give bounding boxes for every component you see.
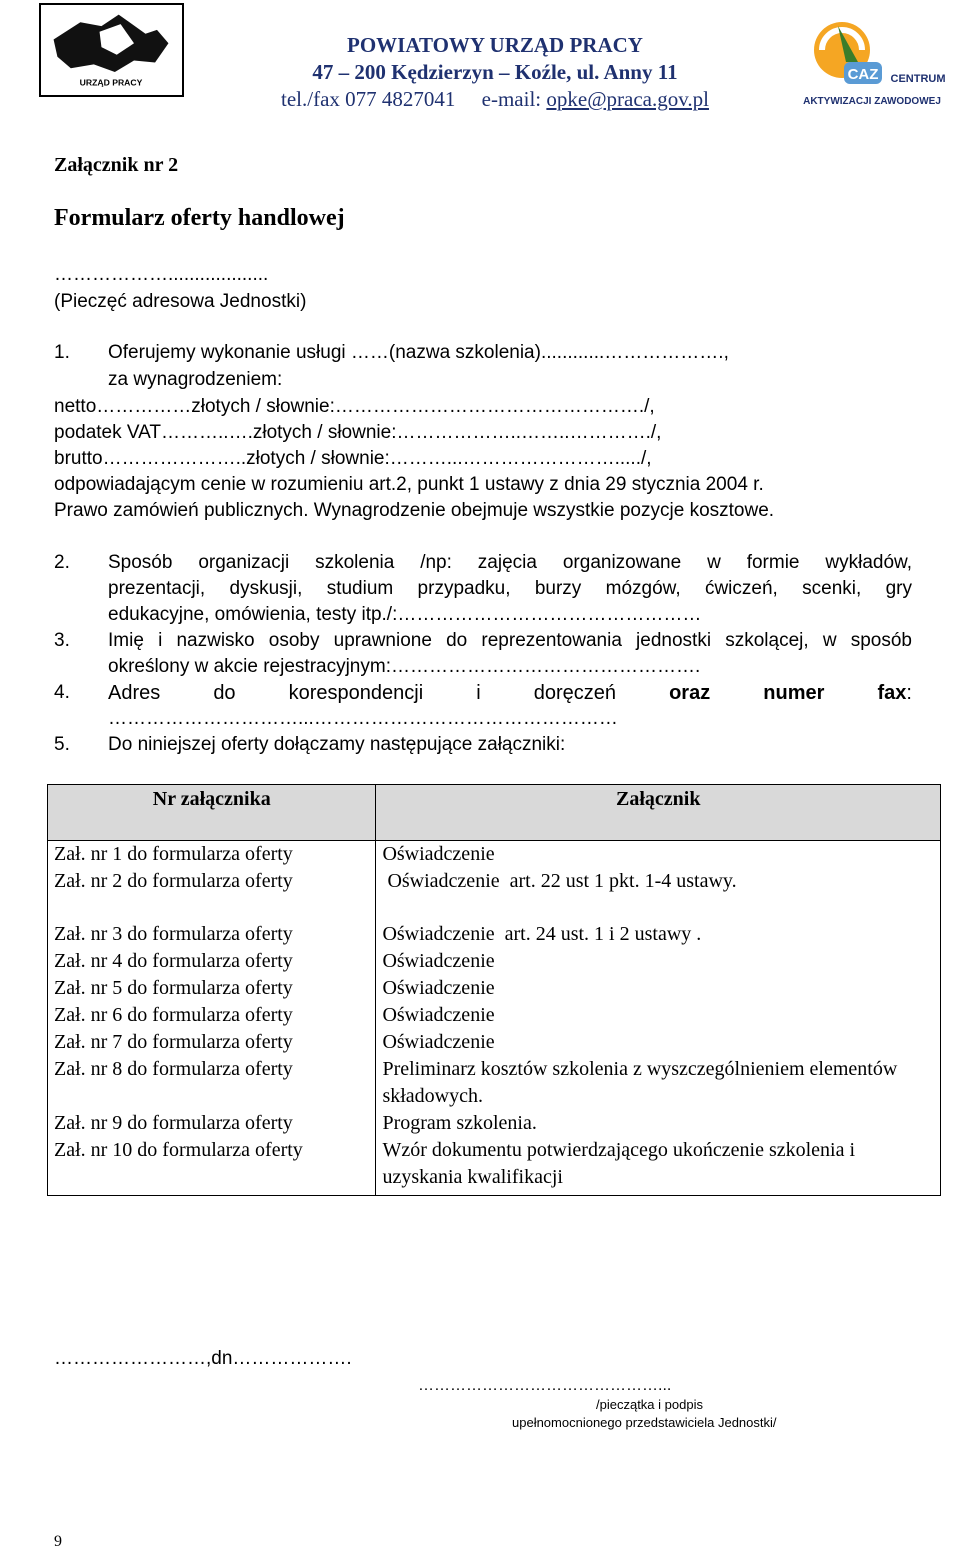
- logo-left-text: URZĄD PRACY: [79, 77, 143, 88]
- header-nr: Nr załącznika: [48, 785, 376, 841]
- cell-nr: Zał. nr 1 do formularza oferty: [48, 841, 376, 869]
- section4-word-numer: numer: [763, 682, 825, 704]
- stamp-dots: ………………...................: [54, 264, 269, 285]
- section4-dots: …………………………...…………………………………………: [108, 708, 618, 729]
- table-row: [48, 1002, 941, 1029]
- cell-name: Oświadczenie: [376, 948, 941, 975]
- signature-dots: ………………………………………...: [418, 1377, 672, 1394]
- section4-word-adres: Adres: [108, 682, 161, 704]
- table-row: [48, 868, 941, 895]
- attachment-number: Załącznik nr 2: [54, 154, 179, 176]
- email-link[interactable]: opke@praca.gov.pl: [546, 87, 709, 111]
- section4-line: [108, 682, 912, 705]
- cell-nr: Zał. nr 7 do formularza oferty: [48, 1029, 376, 1056]
- cell-name: Oświadczenie art. 22 ust 1 pkt. 1-4 ustawy.: [376, 868, 941, 895]
- cell-name: Program szkolenia.: [376, 1110, 941, 1137]
- signature-label-1: /pieczątka i podpis: [596, 1397, 703, 1412]
- cell-nr: Zał. nr 4 do formularza oferty: [48, 948, 376, 975]
- vat-line: podatek VAT………..….złotych / słownie:………………..……..…………./,: [54, 422, 662, 443]
- header-zalacznik: Załącznik: [376, 785, 941, 841]
- section3-line1: Imię i nazwisko osoby uprawnione do reprezentowania jednostki szkolącej, w sposób: [108, 630, 912, 651]
- logo-aktywizacji-text: AKTYWIZACJI ZAWODOWEJ: [803, 96, 941, 107]
- attachments-table: [47, 784, 941, 1196]
- section4-number: 4.: [54, 682, 70, 703]
- section4-colon: :: [906, 682, 912, 704]
- table-row: [48, 921, 941, 948]
- cell-nr: Zał. nr 10 do formularza oferty: [48, 1137, 376, 1196]
- section1-prawo-line: Prawo zamówień publicznych. Wynagrodzenie obejmuje wszystkie pozycje kosztowe.: [54, 500, 775, 521]
- office-header: [250, 32, 740, 113]
- cell-nr: Zał. nr 5 do formularza oferty: [48, 975, 376, 1002]
- section2-line1: Sposób organizacji szkolenia /np: zajęcia organizowane w formie wykładów,: [108, 552, 912, 573]
- section2-line3: edukacyjne, omówienia, testy itp./:…………………………………………: [108, 604, 702, 625]
- section1-legal-line: odpowiadającym cenie w rozumieniu art.2, punkt 1 ustawy z dnia 29 stycznia 2004 r.: [54, 474, 764, 495]
- table-row: [48, 948, 941, 975]
- urzad-pracy-logo: [39, 3, 184, 97]
- section3-number: 3.: [54, 630, 70, 651]
- cell-name: Oświadczenie art. 24 ust. 1 i 2 ustawy .: [376, 921, 941, 948]
- cell-name: Oświadczenie: [376, 1029, 941, 1056]
- form-title: Formularz oferty handlowej: [54, 205, 345, 231]
- table-row: [48, 1029, 941, 1056]
- stamp-label: (Pieczęć adresowa Jednostki): [54, 291, 307, 312]
- section4-word-i: i: [476, 682, 481, 704]
- cell-name: Oświadczenie: [376, 1002, 941, 1029]
- section5-number: 5.: [54, 734, 70, 755]
- netto-line: netto……………złotych / słownie:…………………………………………./,: [54, 396, 655, 417]
- section4-word-oraz: oraz: [669, 682, 711, 704]
- office-name: POWIATOWY URZĄD PRACY: [347, 33, 643, 57]
- section5-text: Do niniejszej oferty dołączamy następujące załączniki:: [108, 734, 566, 755]
- section4-word-doreczen: doręczeń: [533, 682, 617, 704]
- section4-word-do: do: [213, 682, 236, 704]
- logo-centrum-text: CENTRUM: [890, 73, 946, 85]
- cell-name: Oświadczenie: [376, 975, 941, 1002]
- cell-nr: Zał. nr 2 do formularza oferty: [48, 868, 376, 895]
- table-spacer-row: [48, 895, 941, 921]
- table-header-row: [48, 785, 941, 841]
- section2-line2: prezentacji, dyskusji, studium przypadku, burzy mózgów, ćwiczeń, scenki, gry: [108, 578, 912, 599]
- logo-caz-text: CAZ: [847, 66, 879, 83]
- cell-nr: Zał. nr 8 do formularza oferty: [48, 1056, 376, 1110]
- section2-number: 2.: [54, 552, 70, 573]
- office-contact: [250, 86, 740, 113]
- office-address: 47 – 200 Kędzierzyn – Koźle, ul. Anny 11: [312, 60, 678, 84]
- section1-line2: za wynagrodzeniem:: [108, 369, 283, 390]
- table-row: [48, 1056, 941, 1110]
- section3-line2: określony w akcie rejestracyjnym:………………………………………….: [108, 656, 701, 677]
- section1-line1: Oferujemy wykonanie usługi ……(nazwa szkolenia)............……………….,: [108, 342, 729, 363]
- table-row: [48, 1137, 941, 1196]
- place-date-line: ……………………,dn……………….: [54, 1348, 352, 1369]
- page-number: 9: [54, 1533, 62, 1550]
- caz-logo: [800, 14, 950, 114]
- cell-nr: Zał. nr 6 do formularza oferty: [48, 1002, 376, 1029]
- signature-label-2: upełnomocnionego przedstawiciela Jednostki/: [512, 1415, 777, 1430]
- cell-name: Oświadczenie: [376, 841, 941, 869]
- brutto-line: brutto…………………..złotych / słownie:………...……………………...../,: [54, 448, 652, 469]
- section4-word-korespondencji: korespondencji: [288, 682, 424, 704]
- cell-name: Wzór dokumentu potwierdzającego ukończenie szkolenia i uzyskania kwalifikacji: [376, 1137, 941, 1196]
- table-row: [48, 841, 941, 869]
- contact-phone: tel./fax 077 4827041 e-mail:: [281, 87, 547, 111]
- cell-name: Preliminarz kosztów szkolenia z wyszczególnieniem elementów składowych.: [376, 1056, 941, 1110]
- cell-nr: Zał. nr 9 do formularza oferty: [48, 1110, 376, 1137]
- section1-number: 1.: [54, 342, 70, 363]
- section4-word-fax: fax: [877, 682, 907, 704]
- cell-nr: Zał. nr 3 do formularza oferty: [48, 921, 376, 948]
- table-row: [48, 1110, 941, 1137]
- table-row: [48, 975, 941, 1002]
